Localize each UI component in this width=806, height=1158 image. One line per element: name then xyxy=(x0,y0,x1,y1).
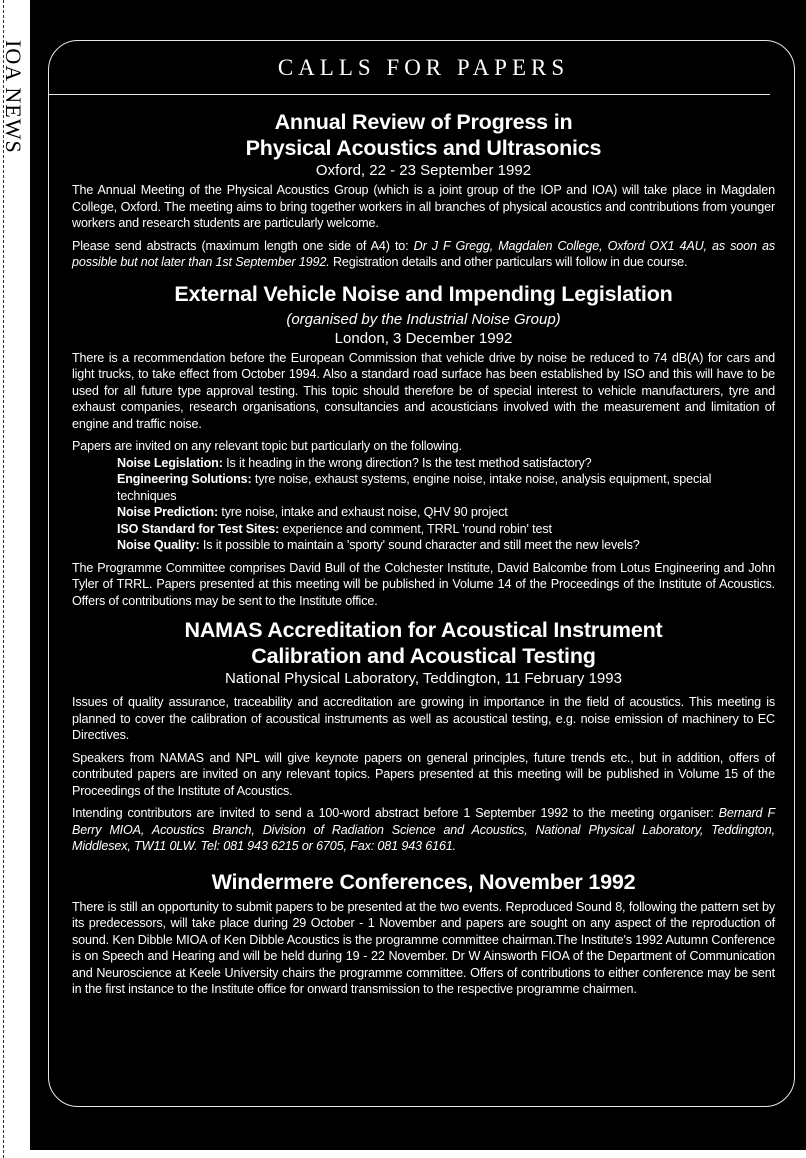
topic-label: Engineering Solutions: xyxy=(117,472,252,486)
topic-label: Noise Quality: xyxy=(117,538,200,552)
paragraph-committee: The Programme Committee comprises David Bull of the Colchester Institute, David Balcombe from Lotus Engineering and John Tyler of TRRL. Papers presented at this meeting will be published in Volume 14 of the Proceedings of the Institute of Acoustics. Offers of contributions may be sent to the Institute office. xyxy=(72,560,775,608)
topic-list xyxy=(72,455,775,554)
topic-item xyxy=(117,504,775,521)
section-location-date: London, 3 December 1992 xyxy=(334,329,513,347)
topic-text: Is it possible to maintain a 'sporty' sound character and still meet the new levels? xyxy=(199,538,640,552)
topic-text: tyre noise, exhaust systems, engine noise, intake noise, analysis equipment, special techniques xyxy=(117,472,712,503)
topic-label: Noise Legislation: xyxy=(117,455,223,470)
section-location-date: Oxford, 22 - 23 September 1992 xyxy=(315,162,532,179)
section-organiser: (organised by the Industrial Noise Group) xyxy=(286,310,561,328)
section-physical-acoustics xyxy=(72,109,775,271)
topic-text: experience and comment, TRRL 'round robin' test xyxy=(279,521,552,536)
paragraph-contact xyxy=(72,805,775,855)
section-windermere xyxy=(72,869,775,998)
title-rule xyxy=(48,94,770,95)
section-title: Calibration and Acoustical Testing xyxy=(251,644,596,668)
topic-item xyxy=(117,537,775,554)
abstract-outro: Registration details and other particulars will follow in due course. xyxy=(329,255,688,269)
paragraph: Issues of quality assurance, traceability and accreditation are growing in importance in the field of acoustics. This meeting is planned to cover the calibration of acoustical instruments as well as acoustical testing, e.g. noise emission of machinery to EC Directives. xyxy=(72,695,775,742)
running-header: IOA NEWS xyxy=(1,40,26,154)
section-title: External Vehicle Noise and Impending Legislation xyxy=(174,281,673,306)
paragraph: There is a recommendation before the European Commission that vehicle drive by noise be reduced to 74 dB(A) for cars and light trucks, to take effect from October 1994. Also a standard road surface has been established by ISO and this will have to be used for all future type approval testing. This topic should therefore be of special interest to vehicle manufacturers, tyre and exhaust companies, research organisations, consultancies and acousticians involved with the measurement and limitation of engine and traffic noise. xyxy=(72,350,775,431)
abstract-contact: Dr J F Gregg, Magdalen College, Oxford OX1 4AU, as soon as possible but not later than 1st September 1992. xyxy=(72,238,775,269)
paragraph: There is still an opportunity to submit papers to be presented at the two events. Reproduced Sound 8, following the pattern set by its predecessors, will take place during 29 October - 1 November and papers are sought on any aspect of the reproduction of sound. Ken Dibble MIOA of Ken Dibble Acoustics is the programme committee chairman.The Institute's 1992 Autumn Conference is on Speech and Hearing and will be held during 19 - 22 November. Dr W Ainsworth FIOA of the Department of Communication and Neuroscience at Keele University chairs the programme committee. Offers of contributions to either conference may be sent in the first instance to the Institute office for onward transmission to the respective programme chairmen. xyxy=(72,899,775,996)
cut-line xyxy=(3,0,4,1158)
topic-label: Noise Prediction: xyxy=(117,505,219,519)
calls-for-papers-content xyxy=(72,50,775,1004)
paragraph: The Annual Meeting of the Physical Acoustics Group (which is a joint group of the IOP and IOA) will take place in Magdalen College, Oxford. The meeting aims to bring together workers in all branches of physical acoustics and contributions from younger workers and research students are particularly welcome. xyxy=(72,183,775,230)
contact-details: Bernard F Berry MIOA, Acoustics Branch, Division of Radiation Science and Acoustics, National Physical Laboratory, Teddington, Middlesex, TW11 0LW. Tel: 081 943 6215 or 6705, Fax: 081 943 6161. xyxy=(72,806,775,853)
topic-text: tyre noise, intake and exhaust noise, QHV 90 project xyxy=(218,505,508,519)
topic-label: ISO Standard for Test Sites: xyxy=(117,521,280,536)
topic-text: Is it heading in the wrong direction? Is the test method satisfactory? xyxy=(222,455,592,470)
section-location-date: National Physical Laboratory, Teddington, 11 February 1993 xyxy=(225,670,622,687)
topic-item xyxy=(117,521,775,538)
section-vehicle-noise xyxy=(72,281,775,610)
paragraph-abstracts xyxy=(72,238,775,271)
abstract-intro: Please send abstracts (maximum length one side of A4) to: xyxy=(72,238,414,253)
paragraph: Speakers from NAMAS and NPL will give keynote papers on general principles, future trends etc., but in addition, offers of contributed papers are invited on any relevant topics. Papers presented at this meeting will be published in Volume 15 of the Proceedings of the Institute of Acoustics. xyxy=(72,750,775,798)
section-title: NAMAS Accreditation for Acoustical Instrument xyxy=(184,618,663,642)
section-title: Windermere Conferences, November 1992 xyxy=(211,869,636,894)
paragraph: Papers are invited on any relevant topic but particularly on the following. xyxy=(72,439,462,453)
section-namas xyxy=(72,617,775,855)
page-margin xyxy=(0,0,30,1158)
topic-item xyxy=(117,455,775,472)
page-title: CALLS FOR PAPERS xyxy=(277,55,570,80)
topic-item xyxy=(117,471,775,504)
contact-intro: Intending contributors are invited to send a 100-word abstract before 1 September 1992 to the meeting organiser: xyxy=(72,806,719,820)
section-title: Physical Acoustics and Ultrasonics xyxy=(245,136,602,160)
section-title: Annual Review of Progress in xyxy=(274,110,573,134)
